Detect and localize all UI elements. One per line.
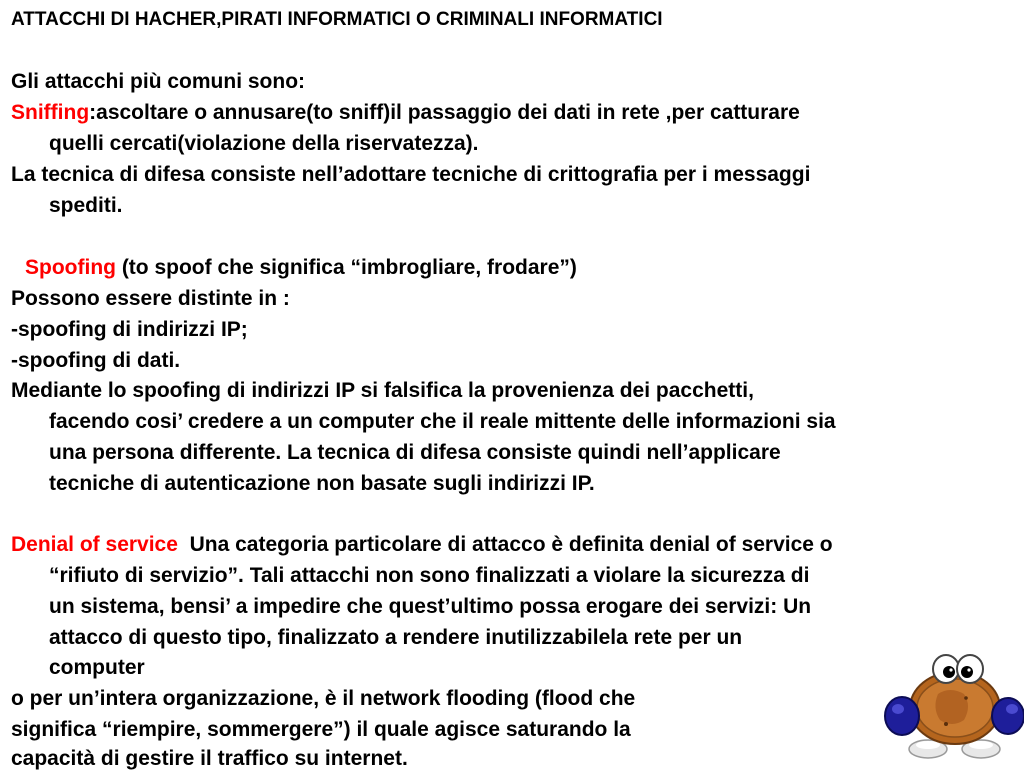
sniffing-line-3: La tecnica di difesa consiste nell’adottare tecniche di crittografia per i messaggi <box>11 163 811 186</box>
spoofing-line-5: facendo cosi’ credere a un computer che il reale mittente delle informazioni sia <box>49 410 836 433</box>
sniffing-line-2: quelli cercati(violazione della riservatezza). <box>49 132 479 155</box>
sniffing-line-4: spediti. <box>49 194 123 217</box>
spoofing-line-2: -spoofing di indirizzi IP; <box>11 318 248 341</box>
dos-line-7: significa “riempire, sommergere”) il quale agisce saturando la <box>11 718 631 741</box>
dos-line-1 <box>11 532 833 558</box>
sniffing-line-1 <box>11 100 800 126</box>
sniffing-definition: :ascoltare o annusare(to sniff)il passaggio dei dati in rete ,per catturare <box>89 101 800 124</box>
dos-line-6: o per un’intera organizzazione, è il network flooding (flood che <box>11 687 636 710</box>
spoofing-line-3: -spoofing di dati. <box>11 349 181 372</box>
dos-term: Denial of service <box>11 533 178 556</box>
spoofing-heading-rest: (to spoof che significa “imbrogliare, frodare”) <box>115 256 577 279</box>
slide-title: ATTACCHI DI HACHER,PIRATI INFORMATICI O CRIMINALI INFORMATICI <box>11 9 663 30</box>
dos-line-3: un sistema, bensi’ a impedire che quest’ultimo possa erogare dei servizi: Un <box>49 595 812 618</box>
spoofing-line-7: tecniche di autenticazione non basate sugli indirizzi IP. <box>49 472 595 495</box>
intro-text: Gli attacchi più comuni sono: <box>11 70 306 93</box>
dos-line-2: “rifiuto di servizio”. Tali attacchi non sono finalizzati a violare la sicurezza di <box>49 564 810 587</box>
spoofing-heading <box>25 255 577 281</box>
coin-mascot-icon <box>876 654 1024 768</box>
sniffing-term: Sniffing <box>11 101 90 124</box>
dos-line-5: computer <box>49 656 145 679</box>
spoofing-line-4: Mediante lo spoofing di indirizzi IP si falsifica la provenienza dei pacchetti, <box>11 379 754 402</box>
spoofing-term: Spoofing <box>25 256 116 279</box>
dos-definition: Una categoria particolare di attacco è definita denial of service o <box>177 533 833 556</box>
spoofing-line-6: una persona differente. La tecnica di difesa consiste quindi nell’applicare <box>49 441 781 464</box>
spoofing-line-1: Possono essere distinte in : <box>11 287 290 310</box>
dos-line-8: capacità di gestire il traffico su internet. <box>11 747 408 770</box>
dos-line-4: attacco di questo tipo, finalizzato a rendere inutilizzabilela rete per un <box>49 626 743 649</box>
